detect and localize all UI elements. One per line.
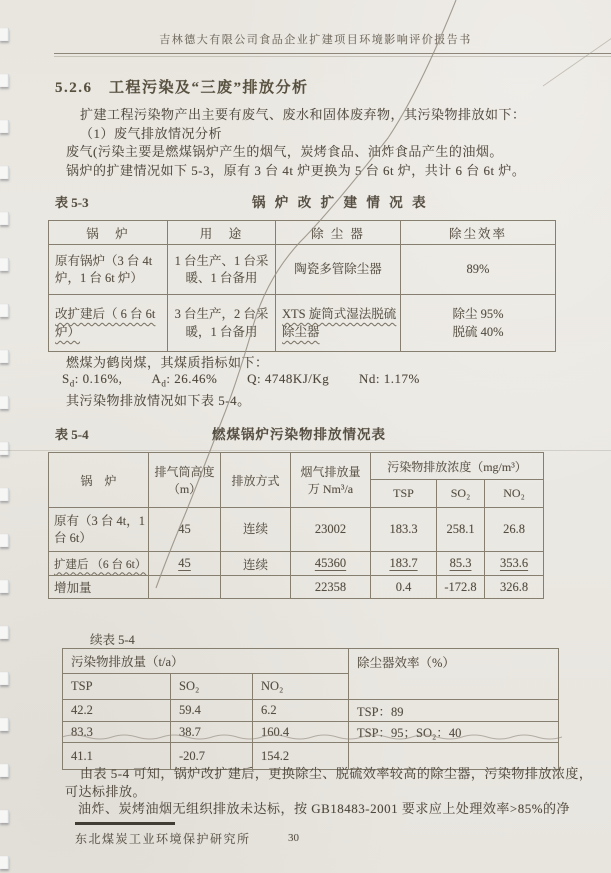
binding-notch [0, 856, 9, 869]
table-cell: 改扩建后（ 6 台 6t 炉） [49, 295, 168, 352]
table-cell: 83.3 [63, 722, 171, 743]
table-cell: 1 台生产、1 台采暖、1 台备用 [168, 245, 276, 295]
coal-quality-intro: 燃煤为鹤岗煤，其煤质指标如下： [66, 355, 269, 370]
table-header-cell: 除尘器效率（%） [349, 649, 559, 700]
table-cell: 6.2 [253, 700, 349, 722]
table-5-3-label: 表 5-3 [55, 195, 89, 210]
table-cell: 22358 [291, 576, 371, 599]
table-cell: -172.8 [437, 576, 485, 599]
coal-quality-outro: 其污染物排放情况如下表 5-4。 [66, 393, 251, 408]
table-cell: XTS 旋筒式湿法脱硫除尘器 [276, 295, 401, 352]
binding-notch [0, 166, 9, 179]
table-cell: 连续 [221, 552, 291, 576]
paragraph-line: 扩建工程污染物产出主要有废气、废水和固体废弃物，其污染物排放如下： [80, 107, 526, 122]
table-cell: TSP：95；SO₂：40 [349, 722, 559, 743]
table-5-4-cont-label: 续表 5-4 [90, 633, 135, 647]
table-header-cell: SO₂ [171, 674, 253, 700]
binding-notch [0, 28, 9, 41]
binding-notch [0, 672, 9, 685]
binding-notch [0, 350, 9, 363]
paragraph-line: 可达标排放。 [65, 784, 147, 799]
binding-notch [0, 74, 9, 87]
table-5-3-title: 锅 炉 改 扩 建 情 况 表 [252, 195, 429, 210]
binding-notch [0, 718, 9, 731]
table-cell: 154.2 [253, 743, 349, 770]
header-rule-shadow [54, 56, 611, 57]
table-header-cell: NO₂ [485, 480, 544, 508]
table-cell: 258.1 [437, 508, 485, 552]
table-cell: 增加量 [49, 576, 149, 599]
table-header-cell: 排放方式 [221, 453, 291, 508]
table-header-cell: 除尘效率 [401, 221, 556, 245]
table-5-4-label: 表 5-4 [55, 427, 89, 442]
table-cell: 183.7 [371, 552, 437, 576]
page-number: 30 [288, 832, 299, 844]
section-heading: 5.2.6 工程污染及“三废”排放分析 [55, 80, 309, 96]
table-cell: 26.8 [485, 508, 544, 552]
table-header-cell: 污染物排放量（t/a） [63, 649, 349, 674]
binding-notch [0, 396, 9, 409]
table-header-cell: TSP [63, 674, 171, 700]
coal-quality-values: $S_d$: 0.16%, $A_d$: 26.46% Q: 4748KJ/Kg Nd: 1.17% [62, 371, 420, 389]
footer-rule [75, 822, 175, 825]
table-header-cell: SO₂ [437, 480, 485, 508]
table-cell: 45 [149, 552, 221, 576]
table-header-cell: 锅 炉 [49, 221, 168, 245]
table-cell: TSP：89 [349, 700, 559, 722]
table-header-cell: 排气筒高度 （m） [149, 453, 221, 508]
table-cell: 23002 [291, 508, 371, 552]
table-header-cell: TSP [371, 480, 437, 508]
binding-notch [0, 810, 9, 823]
table-header-cell: 除 尘 器 [276, 221, 401, 245]
paragraph-line: 废气(污染主要是燃煤锅炉产生的烟气，炭烤食品、油炸食品产生的油烟。 [66, 144, 503, 159]
table-header-cell: 锅 炉 [49, 453, 149, 508]
table-header-cell: 用 途 [168, 221, 276, 245]
binding-notch [0, 120, 9, 133]
binding-notch [0, 212, 9, 225]
binding-notch [0, 442, 9, 455]
footer-institute: 东北煤炭工业环境保护研究所 [75, 832, 251, 846]
table-5-4 [48, 452, 544, 599]
paper-crease-line [0, 450, 611, 451]
report-header-title: 吉林德大有限公司食品企业扩建项目环境影响评价报告书 [159, 34, 472, 46]
table-cell: 扩建后 （6 台 6t） [49, 552, 149, 576]
table-cell: 原有（3 台 4t，1 台 6t） [49, 508, 149, 552]
table-cell: 183.3 [371, 508, 437, 552]
table-cell: 原有锅炉（3 台 4t 炉，1 台 6t 炉） [49, 245, 168, 295]
paragraph-line: 锅炉的扩建情况如下 5-3，原有 3 台 4t 炉更换为 5 台 6t 炉，共计 6 台 6t 炉。 [66, 163, 526, 178]
binding-notch [0, 764, 9, 777]
table-cell: 0.4 [371, 576, 437, 599]
table-5-4-title: 燃煤锅炉污染物排放情况表 [212, 427, 386, 442]
binding-notch [0, 258, 9, 271]
table-cell: 41.1 [63, 743, 171, 770]
table-cell: 59.4 [171, 700, 253, 722]
binding-notch [0, 534, 9, 547]
table-cell: 45360 [291, 552, 371, 576]
table-cell: 38.7 [171, 722, 253, 743]
binding-notch [0, 488, 9, 501]
binding-notch [0, 580, 9, 593]
table-header-cell: 烟气排放量 万 Nm³/a [291, 453, 371, 508]
table-cell: 3 台生产，2 台采暖，1 台备用 [168, 295, 276, 352]
table-cell: 连续 [221, 508, 291, 552]
binding-notch [0, 626, 9, 639]
paragraph-line: 油炸、炭烤油烟无组织排放未达标，按 GB18483-2001 要求应上处理效率>85%的净 [78, 801, 571, 816]
table-5-3 [48, 220, 556, 352]
table-cell [149, 576, 221, 599]
table-cell: 42.2 [63, 700, 171, 722]
header-rule [54, 53, 611, 54]
table-cell: 160.4 [253, 722, 349, 743]
paragraph-line: 由表 5-4 可知，锅炉改扩建后，更换除尘、脱硫效率较高的除尘器，污染物排放浓度， [80, 766, 593, 781]
table-cell: 353.6 [485, 552, 544, 576]
table-cell: 326.8 [485, 576, 544, 599]
table-cell: 89% [401, 245, 556, 295]
binding-notch [0, 304, 9, 317]
table-cell: 陶瓷多管除尘器 [276, 245, 401, 295]
table-cell: 45 [149, 508, 221, 552]
table-header-cell: NO₂ [253, 674, 349, 700]
table-cell: 除尘 95% 脱硫 40% [401, 295, 556, 352]
table-cell [221, 576, 291, 599]
table-cell: 85.3 [437, 552, 485, 576]
table-header-cell: 污染物排放浓度（mg/m³） [371, 453, 544, 480]
table-5-4-continuation [62, 648, 559, 770]
table-cell: -20.7 [171, 743, 253, 770]
paragraph-line: （1）废气排放情况分析 [80, 126, 223, 141]
